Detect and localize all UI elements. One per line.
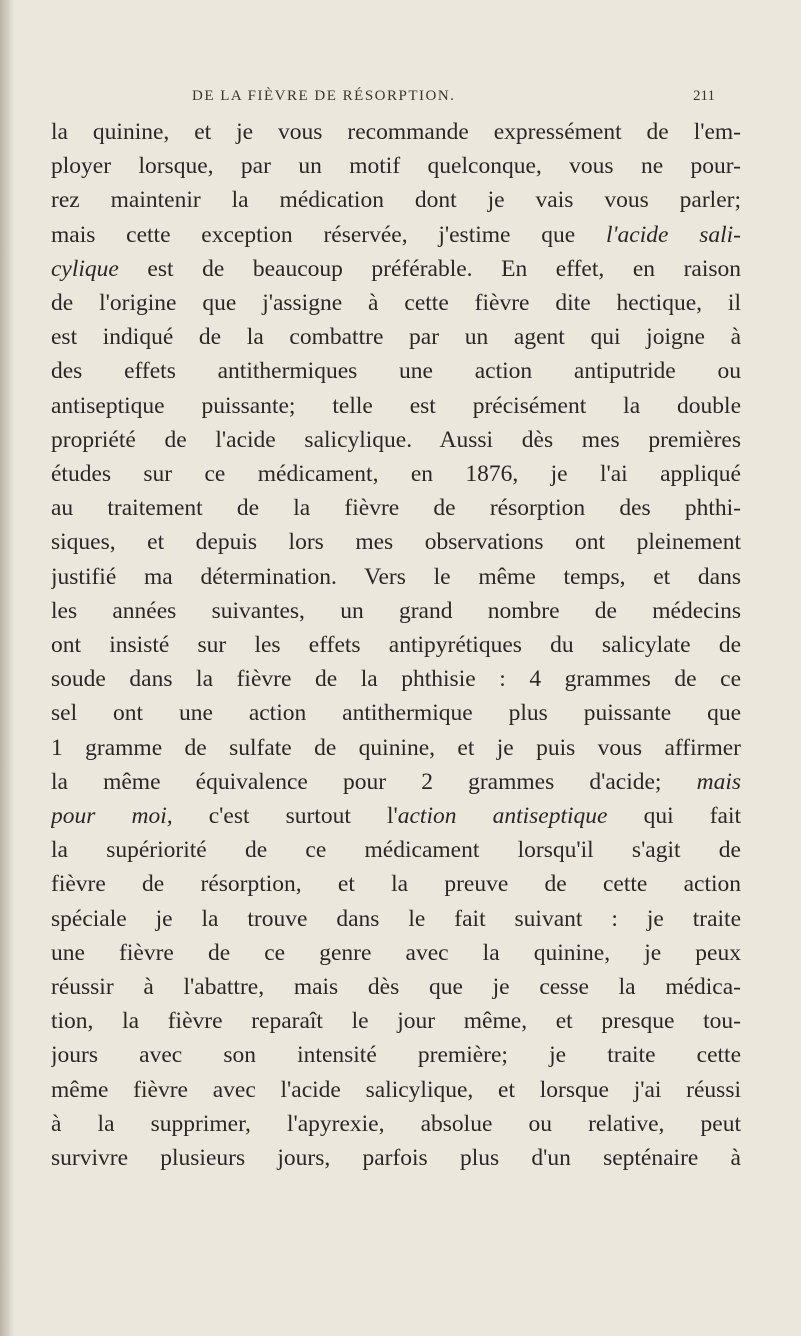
text-run: qui fait — [643, 803, 741, 830]
text-line — [51, 252, 741, 286]
text-line: au traitement de la fièvre de résorption des phthi- — [51, 495, 741, 522]
text-line — [51, 765, 741, 799]
text-line: spéciale je la trouve dans le fait suivant : je traite — [51, 905, 741, 932]
text-line: antiseptique puissante; telle est précisément la double — [51, 392, 741, 419]
text-line: est indiqué de la combattre par un agent qui joigne à — [51, 324, 741, 351]
text-line: propriété de l'acide salicylique. Aussi dès mes premières — [51, 426, 741, 453]
italic-run: l'acide sali- — [605, 221, 741, 248]
text-line: jours avec son intensité première; je traite cette — [51, 1042, 741, 1069]
text-line: études sur ce médicament, en 1876, je l'ai appliqué — [51, 461, 741, 488]
italic-run: cylique — [51, 255, 119, 282]
text-line: ont insisté sur les effets antipyrétiques du salicylate de — [51, 632, 741, 659]
text-line: à la supprimer, l'apyrexie, absolue ou relative, peut — [51, 1110, 741, 1137]
italic-run: pour moi, — [51, 803, 173, 830]
body-text — [51, 115, 741, 1175]
text-run: la même équivalence pour 2 grammes d'acide; — [51, 768, 697, 795]
text-line: tion, la fièvre reparaît le jour même, et presque tou- — [51, 1008, 741, 1035]
text-line: réussir à l'abattre, mais dès que je cesse la médica- — [51, 974, 741, 1001]
text-line: siques, et depuis lors mes observations ont pleinement — [51, 529, 741, 556]
text-run: c'est surtout — [172, 803, 387, 830]
italic-run: mais — [696, 768, 741, 795]
text-line: rez maintenir la médication dont je vais vous parler; — [51, 187, 741, 214]
text-line — [51, 218, 741, 252]
text-run: l' — [386, 803, 398, 830]
text-line: soude dans la fièvre de la phthisie : 4 grammes de ce — [51, 666, 741, 693]
text-line: justifié ma détermination. Vers le même temps, et dans — [51, 563, 741, 590]
running-title: DE LA FIÈVRE DE RÉSORPTION. — [192, 88, 456, 104]
text-line: une fièvre de ce genre avec la quinine, je peux — [51, 939, 741, 966]
text-line: ployer lorsque, par un motif quelconque, vous ne pour- — [51, 153, 741, 180]
page-number: 211 — [693, 88, 715, 104]
text-line: survivre plusieurs jours, parfois plus d'un septénaire à — [51, 1145, 741, 1172]
text-line: des effets antithermiques une action antiputride ou — [51, 358, 741, 385]
text-line: fièvre de résorption, et la preuve de cette action — [51, 871, 741, 898]
text-line: même fièvre avec l'acide salicylique, et lorsque j'ai réussi — [51, 1076, 741, 1103]
text-line: les années suivantes, un grand nombre de médecins — [51, 597, 741, 624]
italic-run: action antiseptique — [397, 803, 608, 830]
text-line: la supériorité de ce médicament lorsqu'il s'agit de — [51, 837, 741, 864]
text-line: de l'origine que j'assigne à cette fièvre dite hectique, il — [51, 290, 741, 317]
text-run: mais cette exception réservée, j'estime que — [51, 221, 606, 248]
text-line: sel ont une action antithermique plus puissante que — [51, 700, 741, 727]
text-line: 1 gramme de sulfate de quinine, et je puis vous affirmer — [51, 734, 741, 761]
text-run: est de beaucoup préférable. En effet, en raison — [118, 255, 741, 282]
text-line: la quinine, et je vous recommande expressément de l'em- — [51, 119, 741, 145]
text-line — [51, 799, 741, 833]
